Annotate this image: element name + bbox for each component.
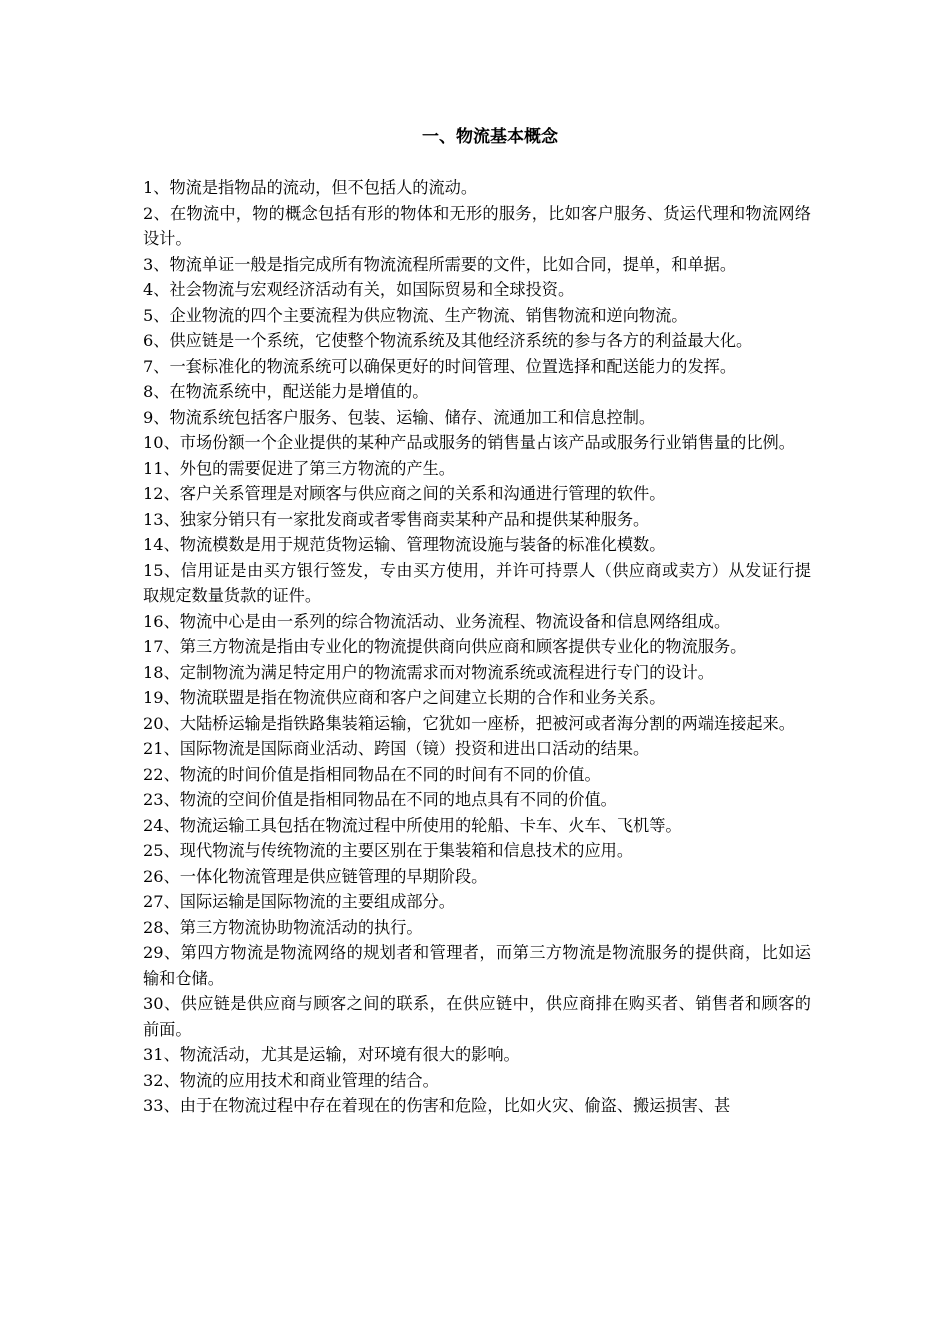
paragraph: 16、物流中心是由一系列的综合物流活动、业务流程、物流设备和信息网络组成。 <box>143 611 731 631</box>
paragraph: 5、企业物流的四个主要流程为供应物流、生产物流、销售物流和逆向物流。 <box>143 305 688 325</box>
paragraph: 13、独家分销只有一家批发商或者零售商卖某种产品和提供某种服务。 <box>143 509 650 529</box>
paragraph: 14、物流模数是用于规范货物运输、管理物流设施与装备的标准化模数。 <box>143 535 666 554</box>
paragraph: 12、客户关系管理是对顾客与供应商之间的关系和沟通进行管理的软件。 <box>143 484 666 503</box>
document-body <box>143 175 811 1119</box>
paragraph: 10、市场份额一个企业提供的某种产品或服务的销售量占该产品或服务行业销售量的比例。 <box>143 433 795 452</box>
paragraph: 27、国际运输是国际物流的主要组成部分。 <box>143 892 455 911</box>
paragraph: 20、大陆桥运输是指铁路集装箱运输，它犹如一座桥，把被河或者海分割的两端连接起来。 <box>143 713 795 733</box>
paragraph: 17、第三方物流是指由专业化的物流提供商向供应商和顾客提供专业化的物流服务。 <box>143 637 747 656</box>
paragraph: 9、物流系统包括客户服务、包装、运输、储存、流通加工和信息控制。 <box>143 407 656 427</box>
paragraph: 33、由于在物流过程中存在着现在的伤害和危险，比如火灾、偷盗、搬运损害、甚 <box>143 1096 731 1115</box>
document-title: 一、物流基本概念 <box>422 127 558 147</box>
paragraph: 19、物流联盟是指在物流供应商和客户之间建立长期的合作和业务关系。 <box>143 688 666 707</box>
paragraph: 30、供应链是供应商与顾客之间的联系，在供应链中，供应商排在购买者、销售者和顾客的前面。 <box>143 994 811 1039</box>
paragraph: 22、物流的时间价值是指相同物品在不同的时间有不同的价值。 <box>143 764 601 784</box>
paragraph: 4、社会物流与宏观经济活动有关，如国际贸易和全球投资。 <box>143 280 575 299</box>
paragraph: 24、物流运输工具包括在物流过程中所使用的轮船、卡车、火车、飞机等。 <box>143 815 682 835</box>
paragraph: 29、第四方物流是物流网络的规划者和管理者，而第三方物流是物流服务的提供商，比如运输和仓储。 <box>143 943 811 988</box>
paragraph: 32、物流的应用技术和商业管理的结合。 <box>143 1070 439 1090</box>
paragraph: 31、物流活动，尤其是运输，对环境有很大的影响。 <box>143 1045 520 1064</box>
paragraph: 1、物流是指物品的流动，但不包括人的流动。 <box>143 178 478 197</box>
paragraph: 8、在物流系统中，配送能力是增值的。 <box>143 382 429 401</box>
paragraph: 2、在物流中，物的概念包括有形的物体和无形的服务，比如客户服务、货运代理和物流网络设计。 <box>143 203 811 248</box>
paragraph: 18、定制物流为满足特定用户的物流需求而对物流系统或流程进行专门的设计。 <box>143 662 714 682</box>
paragraph: 26、一体化物流管理是供应链管理的早期阶段。 <box>143 866 488 886</box>
paragraph: 7、一套标准化的物流系统可以确保更好的时间管理、位置选择和配送能力的发挥。 <box>143 356 737 376</box>
paragraph: 25、现代物流与传统物流的主要区别在于集装箱和信息技术的应用。 <box>143 841 634 860</box>
paragraph: 21、国际物流是国际商业活动、跨国（镜）投资和进出口活动的结果。 <box>143 739 650 758</box>
paragraph: 11、外包的需要促进了第三方物流的产生。 <box>143 458 455 478</box>
paragraph: 28、第三方物流协助物流活动的执行。 <box>143 917 423 937</box>
paragraph: 3、物流单证一般是指完成所有物流流程所需要的文件，比如合同，提单，和单据。 <box>143 254 737 274</box>
paragraph: 15、信用证是由买方银行签发，专由买方使用，并许可持票人（供应商或卖方）从发证行提取规定数量货款的证件。 <box>143 560 811 605</box>
paragraph: 23、物流的空间价值是指相同物品在不同的地点具有不同的价值。 <box>143 790 617 809</box>
paragraph: 6、供应链是一个系统，它使整个物流系统及其他经济系统的参与各方的利益最大化。 <box>143 331 753 350</box>
